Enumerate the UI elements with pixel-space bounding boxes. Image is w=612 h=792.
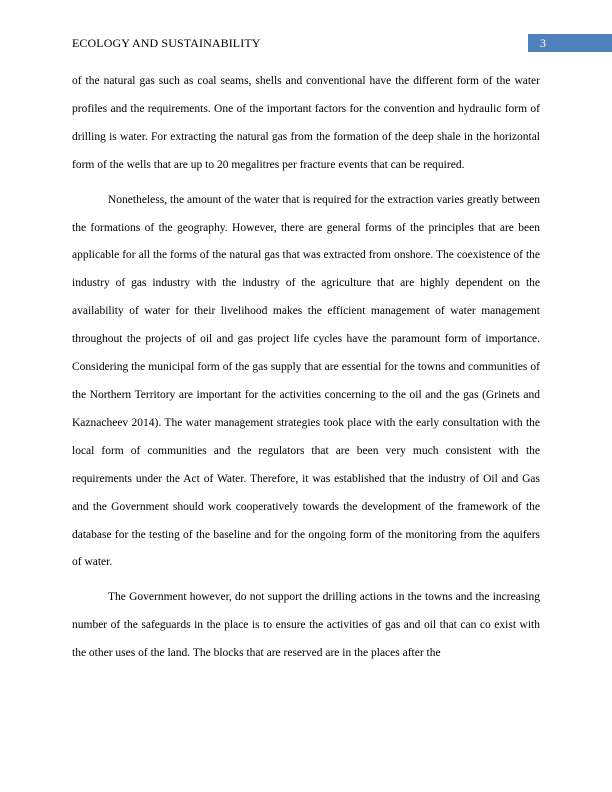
- page-number-box: [528, 34, 612, 52]
- paragraph-1: of the natural gas such as coal seams, shells and conventional have the different form of the water profiles and the requirements. One of the important factors for the convention and hydraulic form of drilling is water. For extracting the natural gas from the formation of the deep shale in the horizontal form of the wells that are up to 20 megalitres per fracture events that can be required.: [72, 75, 540, 171]
- paragraph-2: Nonetheless, the amount of the water that is required for the extraction varies greatly between the formations of the geography. However, there are general forms of the principles that are been applicable for all the forms of the natural gas that was extracted from onshore. The coexistence of the industry of gas industry with the industry of the agriculture that are highly dependent on the availability of water for their livelihood makes the efficient management of water management throughout the projects of oil and gas project life cycles have the paramount form of importance. Considering the municipal form of the gas supply that are essential for the towns and communities of the Northern Territory are important for the activities concerning to the oil and the gas (Grinets and Kaznacheev 2014). The water management strategies took place with the early consultation with the local form of communities and the regulators that are been very much consistent with the requirements under the Act of Water. Therefore, it was established that the industry of Oil and Gas and the Government should work cooperatively towards the development of the framework of the database for the testing of the baseline and for the ongoing form of the monitoring from the aquifers of water.: [72, 193, 540, 569]
- running-head: ECOLOGY AND SUSTAINABILITY: [72, 36, 261, 50]
- paragraph-3: The Government however, do not support the drilling actions in the towns and the increasing number of the safeguards in the place is to ensure the activities of gas and oil that can co exist with the other uses of the land. The blocks that are reserved are in the places after the: [72, 591, 540, 660]
- body-text: [72, 68, 540, 675]
- page-number: 3: [540, 36, 546, 50]
